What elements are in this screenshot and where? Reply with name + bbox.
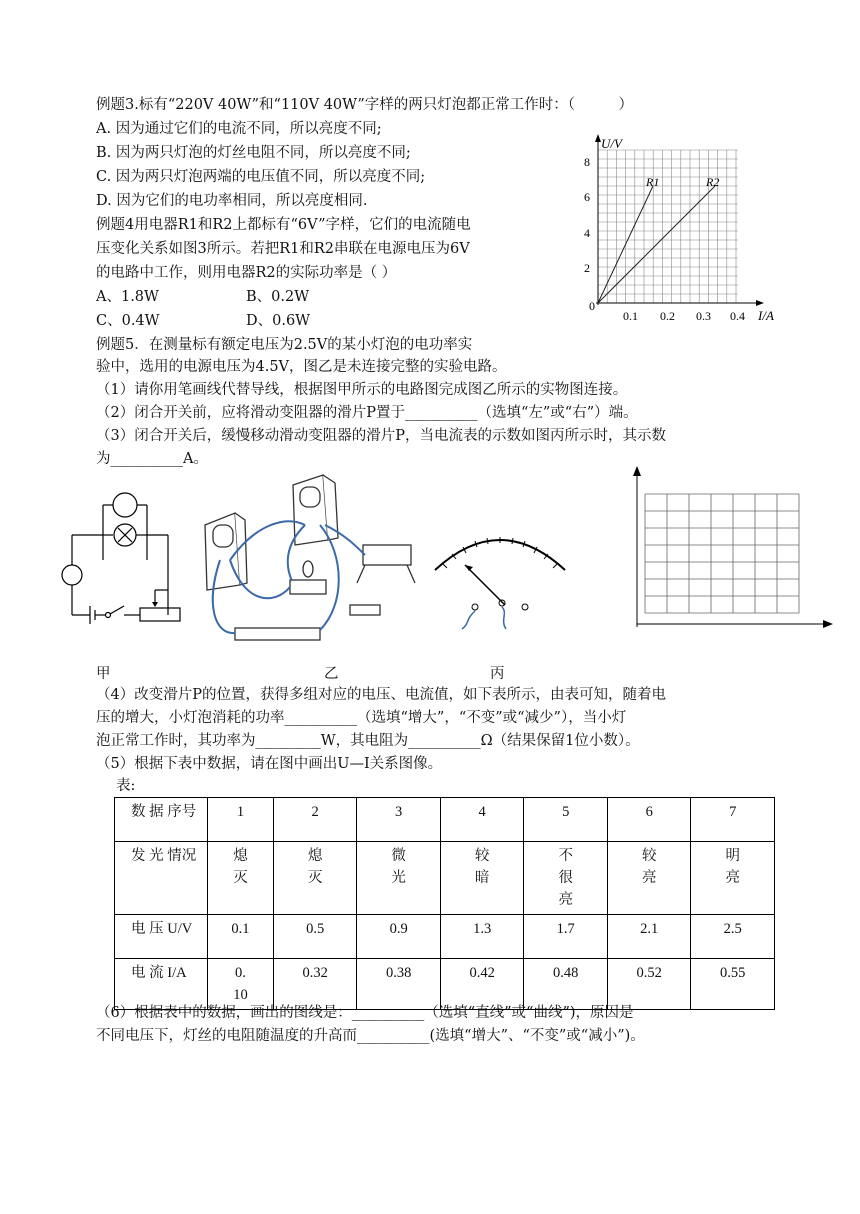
voltage-cell: 0.9 bbox=[357, 915, 441, 959]
caption-yi: 乙 bbox=[324, 666, 339, 682]
table-row bbox=[115, 959, 775, 1010]
index-cell: 6 bbox=[607, 798, 691, 842]
ex5-q2: （2）闭合开关前，应将滑动变阻器的滑片P置于__________（选填“左”或“右”）端。 bbox=[96, 405, 638, 421]
current-cell: 0.32 bbox=[273, 959, 357, 1010]
ex5-q5: （5）根据下表中数据，请在图中画出U—I关系图像。 bbox=[96, 756, 443, 772]
ytick-2: 2 bbox=[584, 261, 590, 275]
ytick-8: 8 bbox=[584, 155, 590, 169]
row-header-light: 发 光 情况 bbox=[115, 842, 208, 915]
voltage-cell: 1.3 bbox=[440, 915, 524, 959]
ex5-line-2: 验中，选用的电源电压为4.5V，图乙是未连接完整的实验电路。 bbox=[96, 359, 507, 375]
ex3-option-b: B. 因为两只灯泡的灯丝电阻不同，所以亮度不同; bbox=[96, 145, 411, 161]
caption-jia: 甲 bbox=[96, 666, 111, 682]
table-row bbox=[115, 915, 775, 959]
blank-grid bbox=[625, 462, 840, 637]
xtick-0.3: 0.3 bbox=[696, 309, 711, 323]
ytick-6: 6 bbox=[584, 190, 590, 204]
ex3-stem: 例题3.标有“220V 40W”和“110V 40W”字样的两只灯泡都正常工作时：（ ） bbox=[96, 97, 633, 113]
ex5-q4-line-1: （4）改变滑片P的位置，获得多组对应的电压、电流值，如下表所示，由表可知，随着电 bbox=[96, 687, 666, 703]
voltage-cell: 2.5 bbox=[691, 915, 775, 959]
index-cell: 1 bbox=[208, 798, 274, 842]
ex4-line-1: 例题4用电器R1和R2上都标有“6V”字样，它们的电流随电 bbox=[96, 217, 471, 233]
current-cell: 0.52 bbox=[607, 959, 691, 1010]
circuit-diagram bbox=[60, 480, 190, 640]
ex4-option-b: B、0.2W bbox=[246, 289, 310, 305]
row-header-index: 数 据 序号 bbox=[115, 798, 208, 842]
ex5-q1: （1）请你用笔画线代替导线，根据图甲所示的电路图完成图乙所示的实物图连接。 bbox=[96, 382, 628, 398]
index-cell: 3 bbox=[357, 798, 441, 842]
current-cell: 0.10 bbox=[233, 965, 248, 1003]
ex4-line-3: 的电路中工作，则用电器R2的实际功率是（ ） bbox=[96, 265, 397, 281]
light-cell: 较暗 bbox=[474, 848, 490, 886]
ex4-option-d: D、0.6W bbox=[246, 313, 311, 329]
ex5-q4-line-3: 泡正常工作时，其功率为_________W，其电阻为__________Ω（结果保留1位小数）。 bbox=[96, 733, 640, 749]
light-cell: 较亮 bbox=[641, 848, 657, 886]
r2-line bbox=[598, 186, 715, 303]
caption-bing: 丙 bbox=[490, 666, 505, 682]
meter-dial bbox=[430, 505, 570, 640]
light-cell: 明亮 bbox=[725, 848, 740, 886]
r2-label: R2 bbox=[706, 175, 720, 189]
table-label: 表: bbox=[116, 778, 136, 794]
graph-ylabel: U/V bbox=[601, 136, 622, 151]
xtick-0.2: 0.2 bbox=[660, 309, 675, 323]
current-cell: 0.38 bbox=[357, 959, 441, 1010]
data-table bbox=[114, 797, 775, 1010]
xtick-0.4: 0.4 bbox=[730, 309, 745, 323]
light-cell: 不很亮 bbox=[558, 848, 573, 908]
current-cell: 0.55 bbox=[691, 959, 775, 1010]
voltage-cell: 0.5 bbox=[273, 915, 357, 959]
graph-xlabel: I/A bbox=[758, 308, 774, 323]
apparatus-drawing bbox=[195, 465, 430, 655]
ex3-option-d: D. 因为它们的电功率相同，所以亮度相同. bbox=[96, 193, 368, 209]
voltage-cell: 1.7 bbox=[524, 915, 608, 959]
current-cell: 0.48 bbox=[524, 959, 608, 1010]
light-cell: 微光 bbox=[391, 848, 406, 886]
r1-label: R1 bbox=[646, 175, 660, 189]
ex4-option-a: A、1.8W bbox=[96, 289, 159, 305]
voltage-cell: 0.1 bbox=[208, 915, 274, 959]
index-cell: 7 bbox=[691, 798, 775, 842]
index-cell: 5 bbox=[524, 798, 608, 842]
graph-origin: 0 bbox=[589, 299, 595, 313]
xtick-0.1: 0.1 bbox=[623, 309, 638, 323]
row-header-voltage: 电 压 U/V bbox=[115, 915, 208, 959]
voltage-cell: 2.1 bbox=[607, 915, 691, 959]
ex4-line-2: 压变化关系如图3所示。若把R1和R2串联在电源电压为6V bbox=[96, 241, 470, 257]
table-row bbox=[115, 842, 775, 915]
ui-graph bbox=[570, 130, 790, 330]
ex3-option-a: A. 因为通过它们的电流不同，所以亮度不同; bbox=[96, 121, 382, 137]
light-cell: 熄灭 bbox=[233, 848, 248, 886]
table-row bbox=[115, 798, 775, 842]
ex4-option-c: C、0.4W bbox=[96, 313, 160, 329]
current-cell: 0.42 bbox=[440, 959, 524, 1010]
index-cell: 2 bbox=[273, 798, 357, 842]
ex5-q3-cont: 为__________A。 bbox=[96, 451, 208, 467]
ex5-q6-line-2: 不同电压下，灯丝的电阻随温度的升高而__________(选填“增大”、“不变”或“减小”)。 bbox=[96, 1028, 645, 1044]
ex5-line-1: 例题5．在测量标有额定电压为2.5V的某小灯泡的电功率实 bbox=[96, 337, 473, 353]
ex5-q6-line-1: （6）根据表中的数据，画出的图线是：__________（选填“直线”或“曲线”)，原因是 bbox=[96, 1005, 634, 1021]
ex5-q3: （3）闭合开关后，缓慢移动滑动变阻器的滑片P，当电流表的示数如图丙所示时，其示数 bbox=[96, 428, 666, 444]
light-cell: 熄灭 bbox=[307, 848, 323, 886]
index-cell: 4 bbox=[440, 798, 524, 842]
ex3-option-c: C. 因为两只灯泡两端的电压值不同，所以亮度不同; bbox=[96, 169, 426, 185]
ex5-q4-line-2: 压的增大，小灯泡消耗的功率__________（选填“增大”，“不变”或“减少”），当小灯 bbox=[96, 710, 627, 726]
row-header-current: 电 流 I/A bbox=[115, 959, 208, 1010]
ytick-4: 4 bbox=[584, 226, 590, 240]
